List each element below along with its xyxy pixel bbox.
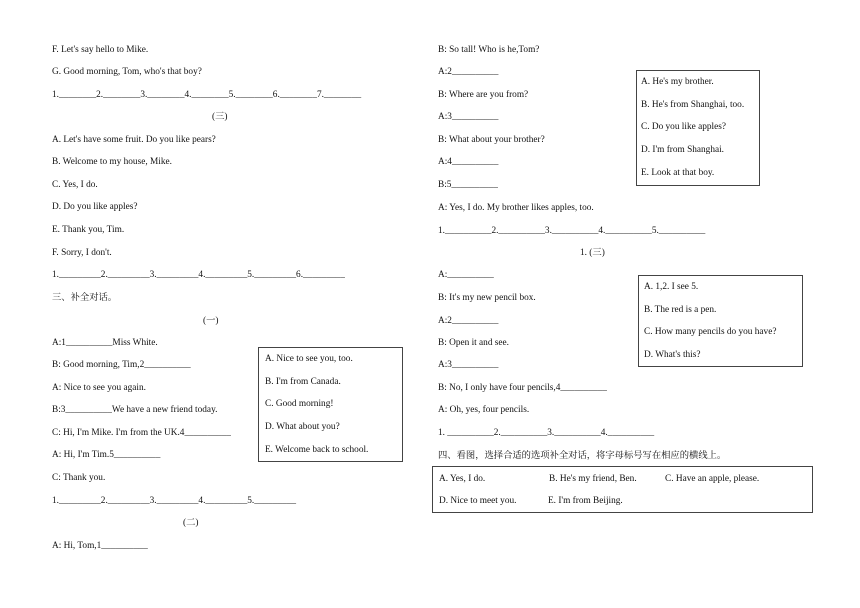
answer-line: 1._________2._________3._________4._________5._________6._________: [52, 270, 345, 280]
answer-line: 1._________2._________3._________4._________5._________: [52, 496, 297, 506]
dialogue-line: B: Where are you from?: [438, 90, 529, 100]
option-b: B. Welcome to my house, Mike.: [52, 157, 172, 167]
dialogue-heading: (一): [203, 316, 219, 326]
answer-line: 1. __________2.__________3.__________4.__________: [438, 428, 655, 438]
box-option: C. Good morning!: [265, 399, 334, 409]
dialogue-line: B: It's my new pencil box.: [438, 293, 536, 303]
option-g: G. Good morning, Tom, who's that boy?: [52, 67, 202, 77]
dialogue-line: A:1__________Miss White.: [52, 338, 158, 348]
box-option: E. I'm from Beijing.: [548, 496, 623, 506]
box-option: A. Yes, I do.: [439, 474, 486, 484]
box-option: D. Nice to meet you.: [439, 496, 517, 506]
dialogue-line: B: Open it and see.: [438, 338, 510, 348]
dialogue-line: A: Nice to see you again.: [52, 383, 146, 393]
dialogue-line: A: Oh, yes, four pencils.: [438, 405, 530, 415]
answer-line: 1.__________2.__________3.__________4.__________5.__________: [438, 226, 706, 236]
box-option: A. Nice to see you, too.: [265, 354, 353, 364]
dialogue-line: A:2__________: [438, 67, 499, 77]
box-option: E. Look at that boy.: [641, 168, 715, 178]
dialogue-line: A: Yes, I do. My brother likes apples, too.: [438, 203, 594, 213]
box-option: A. 1,2. I see 5.: [644, 282, 699, 292]
section-heading: (三): [212, 112, 228, 122]
dialogue-line: A:3__________: [438, 360, 499, 370]
box-option: B. The red is a pen.: [644, 305, 717, 315]
dialogue-heading: (二): [183, 518, 199, 528]
option-f: F. Sorry, I don't.: [52, 248, 112, 258]
box-option: D. What about you?: [265, 422, 340, 432]
dialogue-line: C: Hi, I'm Mike. I'm from the UK.4__________: [52, 428, 231, 438]
dialogue-heading: 1. (三): [580, 248, 605, 258]
box-option: B. He's from Shanghai, too.: [641, 100, 745, 110]
part-title: 四、看图，选择合适的选项补全对话，将字母标号写在相应的横线上。: [438, 451, 727, 461]
dialogue-line: A: Hi, I'm Tim.5__________: [52, 450, 161, 460]
options-box: [636, 70, 760, 186]
dialogue-line: A:3__________: [438, 112, 499, 122]
box-option: C. Do you like apples?: [641, 122, 726, 132]
dialogue-line: B: No, I only have four pencils,4__________: [438, 383, 607, 393]
dialogue-line: A:2__________: [438, 316, 499, 326]
option-d: D. Do you like apples?: [52, 202, 138, 212]
box-option: D. What's this?: [644, 350, 701, 360]
dialogue-line: B: What about your brother?: [438, 135, 545, 145]
box-option: C. Have an apple, please.: [665, 474, 760, 484]
option-a: A. Let's have some fruit. Do you like pears?: [52, 135, 216, 145]
part-title: 三、补全对话。: [52, 293, 118, 303]
box-option: B. I'm from Canada.: [265, 377, 341, 387]
dialogue-line: B:5__________: [438, 180, 498, 190]
options-box: [258, 347, 403, 462]
answer-line: 1.________2.________3.________4.________5.________6.________7.________: [52, 90, 362, 100]
dialogue-line: A: Hi, Tom,1__________: [52, 541, 148, 551]
option-c: C. Yes, I do.: [52, 180, 98, 190]
dialogue-line: A:4__________: [438, 157, 499, 167]
dialogue-line: B: Good morning, Tim,2__________: [52, 360, 191, 370]
box-option: C. How many pencils do you have?: [644, 327, 777, 337]
options-box: [432, 466, 813, 513]
box-option: D. I'm from Shanghai.: [641, 145, 725, 155]
box-option: B. He's my friend, Ben.: [549, 474, 637, 484]
dialogue-line: C: Thank you.: [52, 473, 106, 483]
dialogue-line: B: So tall! Who is he,Tom?: [438, 45, 540, 55]
dialogue-line: A:__________: [438, 270, 494, 280]
dialogue-line: B:3__________We have a new friend today.: [52, 405, 218, 415]
options-box: [638, 275, 803, 367]
option-e: E. Thank you, Tim.: [52, 225, 125, 235]
option-f: F. Let's say hello to Mike.: [52, 45, 149, 55]
box-option: A. He's my brother.: [641, 77, 714, 87]
box-option: E. Welcome back to school.: [265, 445, 369, 455]
